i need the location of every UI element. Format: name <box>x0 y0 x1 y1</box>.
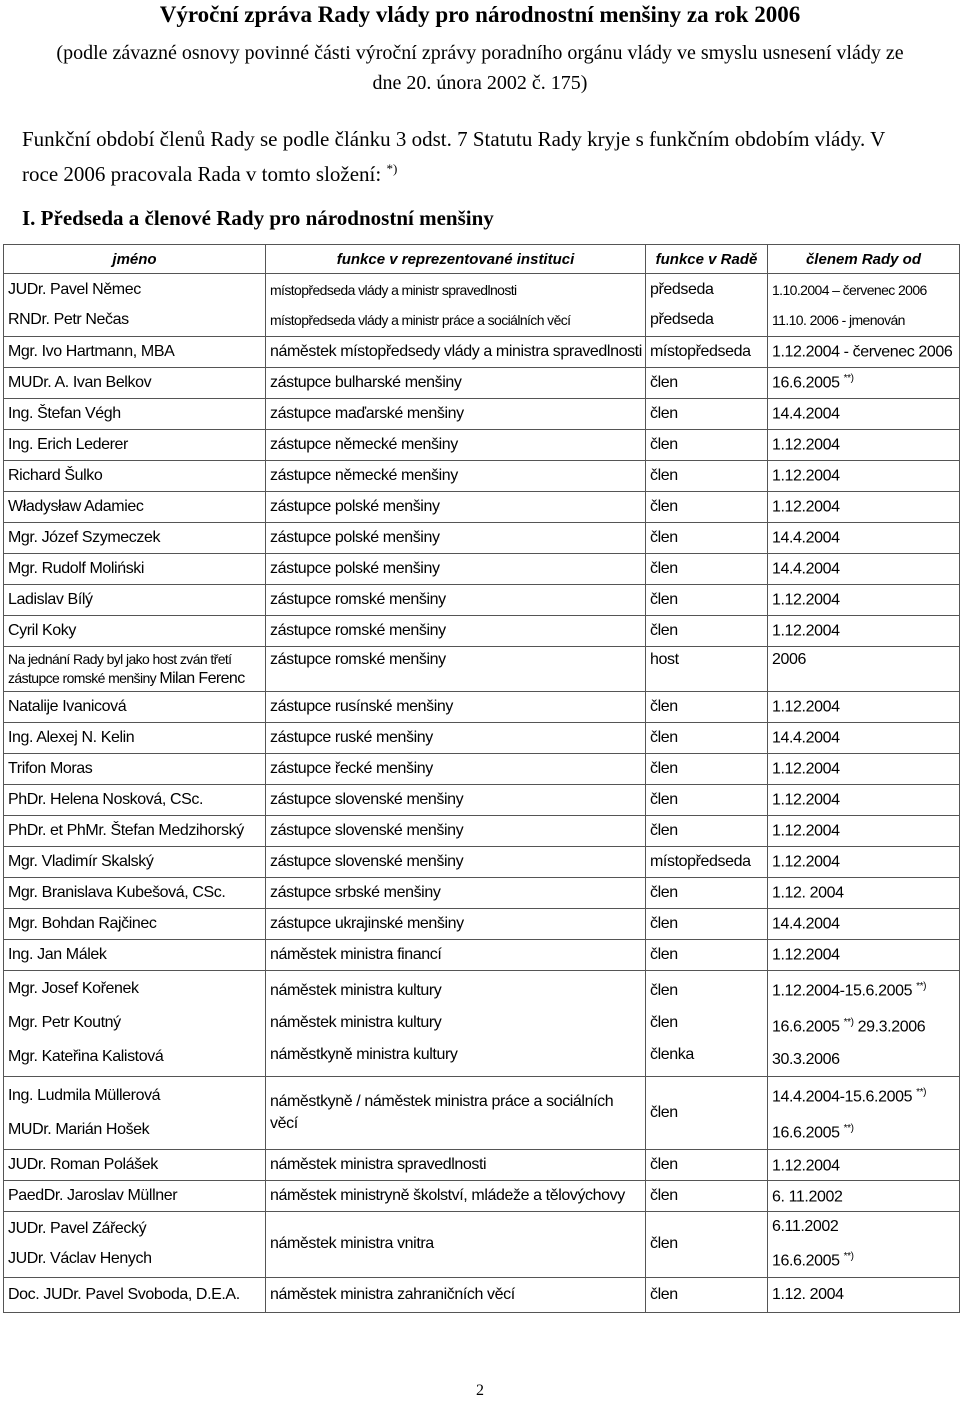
document-title: Výroční zpráva Rady vlády pro národnostní menšiny za rok 2006 <box>159 2 801 27</box>
guest-note-line1: Na jednání Rady byl jako host zván třetí <box>8 651 232 667</box>
table-row-culture <box>4 971 960 1077</box>
table-row <box>4 723 960 754</box>
name-cell: Mgr. Rudolf Moliński <box>4 554 266 585</box>
table-row <box>4 1277 960 1312</box>
table-row <box>4 523 960 554</box>
institution-cell <box>266 274 646 337</box>
since-cell: 1.12.2004 <box>768 785 960 816</box>
institution-cell: zástupce německé menšiny <box>266 461 646 492</box>
name-cell: Natalije Ivanicová <box>4 692 266 723</box>
guest-note-line2 <box>8 669 261 688</box>
institution-cell: zástupce rusínské menšiny <box>266 692 646 723</box>
institution-cell: zástupce ruské menšiny <box>266 723 646 754</box>
name-cell: PaedDr. Jaroslav Müllner <box>4 1181 266 1212</box>
name-cell <box>4 1076 266 1150</box>
since-cell <box>768 1076 960 1150</box>
table-row <box>4 492 960 523</box>
table-row-guest <box>4 647 960 692</box>
institution-cell: zástupce polské menšiny <box>266 554 646 585</box>
table-row <box>4 368 960 399</box>
member-name: RNDr. Petr Nečas <box>8 311 129 328</box>
name-cell: PhDr. et PhMr. Štefan Medzihorský <box>4 816 266 847</box>
role-cell <box>646 971 768 1077</box>
name-cell <box>4 1212 266 1277</box>
role-cell: člen <box>646 523 768 554</box>
name-cell: Richard Šulko <box>4 461 266 492</box>
name-cell: Mgr. Vladimír Skalský <box>4 847 266 878</box>
institution-cell: náměstek místopředsedy vlády a ministra spravedlnosti <box>266 337 646 368</box>
member-name: JUDr. Pavel Zářecký <box>8 1220 147 1238</box>
table-row <box>4 430 960 461</box>
role-cell: člen <box>646 1150 768 1181</box>
table-header-row <box>4 245 960 274</box>
table-row <box>4 1181 960 1212</box>
member-role: člen <box>650 1014 678 1032</box>
institution-cell: zástupce slovenské menšiny <box>266 816 646 847</box>
since-cell: 6. 11.2002 <box>768 1181 960 1212</box>
role-cell: člen <box>646 1277 768 1312</box>
since-cell: 1.12.2004 <box>768 492 960 523</box>
role-cell <box>646 274 768 337</box>
table-row <box>4 585 960 616</box>
member-role: členka <box>650 1046 694 1064</box>
name-cell: Ladislav Bílý <box>4 585 266 616</box>
since-cell: 14.4.2004 <box>768 909 960 940</box>
role-cell: člen <box>646 1212 768 1277</box>
since-cell: 14.4.2004 <box>768 399 960 430</box>
member-since: 16.6.2005 **) <box>772 1122 854 1142</box>
institution-cell: zástupce romské menšiny <box>266 585 646 616</box>
table-row <box>4 816 960 847</box>
header-member-since: členem Rady od <box>768 245 960 274</box>
role-cell: člen <box>646 616 768 647</box>
role-cell: člen <box>646 368 768 399</box>
institution-cell: zástupce slovenské menšiny <box>266 847 646 878</box>
role-cell: člen <box>646 940 768 971</box>
role-cell: místopředseda <box>646 847 768 878</box>
role-cell: člen <box>646 909 768 940</box>
since-cell: 1.12.2004 <box>768 461 960 492</box>
since-cell: 1.12.2004 <box>768 816 960 847</box>
member-since: 1.10.2004 – červenec 2006 <box>772 282 927 298</box>
intro-footnote-marker: *) <box>386 161 398 176</box>
institution-cell: zástupce maďarské menšiny <box>266 399 646 430</box>
name-cell <box>4 971 266 1077</box>
member-institution: náměstek ministra kultury <box>270 1014 442 1032</box>
role-cell: člen <box>646 554 768 585</box>
name-cell: MUDr. A. Ivan Belkov <box>4 368 266 399</box>
name-cell: Ing. Štefan Végh <box>4 399 266 430</box>
name-cell: Mgr. Józef Szymeczek <box>4 523 266 554</box>
document-subtitle: (podle závazné osnovy povinné části výroční zprávy poradního orgánu vlády ve smyslu usnesení vlády ze dne 20. února 2002 č. 175) <box>56 42 904 94</box>
institution-cell: náměstek ministryně školství, mládeže a tělovýchovy <box>266 1181 646 1212</box>
name-cell: Ing. Erich Lederer <box>4 430 266 461</box>
member-institution: místopředseda vlády a ministr práce a sociálních věcí <box>270 312 571 328</box>
name-cell: Ing. Alexej N. Kelin <box>4 723 266 754</box>
since-cell: 1.12. 2004 <box>768 878 960 909</box>
institution-cell: zástupce romské menšiny <box>266 616 646 647</box>
since-cell: 2006 <box>768 647 960 692</box>
table-row <box>4 878 960 909</box>
member-since: 11.10. 2006 - jmenován <box>772 312 905 328</box>
member-since: 14.4.2004-15.6.2005 **) <box>772 1086 927 1105</box>
since-cell: 1.12.2004 <box>768 940 960 971</box>
institution-cell: náměstek ministra zahraničních věcí <box>266 1277 646 1312</box>
member-institution: místopředseda vlády a ministr spravedlnosti <box>270 282 517 298</box>
name-cell: Doc. JUDr. Pavel Svoboda, D.E.A. <box>4 1277 266 1312</box>
since-cell: 1.12.2004 <box>768 430 960 461</box>
member-role: předseda <box>650 281 714 298</box>
since-cell: 14.4.2004 <box>768 554 960 585</box>
since-cell: 1.12.2004 <box>768 616 960 647</box>
member-role: předseda <box>650 311 714 328</box>
since-cell: 1.12.2004 - červenec 2006 <box>768 337 960 368</box>
member-name: MUDr. Marián Hošek <box>8 1120 150 1138</box>
role-cell: člen <box>646 754 768 785</box>
since-cell: 14.4.2004 <box>768 523 960 554</box>
member-institution: náměstek ministra kultury <box>270 982 442 1000</box>
table-row <box>4 616 960 647</box>
since-cell: 1.12.2004 <box>768 1150 960 1181</box>
since-cell <box>768 274 960 337</box>
name-cell: Władysław Adamiec <box>4 492 266 523</box>
since-cell: 1.12. 2004 <box>768 1277 960 1312</box>
member-name: Mgr. Josef Kořenek <box>8 980 139 998</box>
name-cell <box>4 274 266 337</box>
institution-cell: zástupce bulharské menšiny <box>266 368 646 399</box>
member-since: 16.6.2005 **) <box>772 1251 854 1270</box>
table-row <box>4 785 960 816</box>
table-row <box>4 399 960 430</box>
role-cell: člen <box>646 723 768 754</box>
institution-cell: zástupce ukrajinské menšiny <box>266 909 646 940</box>
role-cell: člen <box>646 878 768 909</box>
table-row <box>4 337 960 368</box>
institution-cell: náměstek ministra financí <box>266 940 646 971</box>
name-cell: JUDr. Roman Polášek <box>4 1150 266 1181</box>
role-cell: člen <box>646 461 768 492</box>
table-row-interior <box>4 1212 960 1277</box>
member-name: JUDr. Václav Henych <box>8 1250 152 1268</box>
role-cell: člen <box>646 785 768 816</box>
name-cell: Mgr. Bohdan Rajčinec <box>4 909 266 940</box>
intro-paragraph <box>22 124 922 189</box>
since-cell <box>768 1212 960 1277</box>
role-cell: člen <box>646 692 768 723</box>
name-cell: PhDr. Helena Nosková, CSc. <box>4 785 266 816</box>
page-number: 2 <box>476 1382 484 1399</box>
header-name: jméno <box>4 245 266 274</box>
name-cell: Trifon Moras <box>4 754 266 785</box>
role-cell: člen <box>646 585 768 616</box>
member-name: Ing. Ludmila Müllerová <box>8 1086 161 1104</box>
intro-text: Funkční období členů Rady se podle článku 3 odst. 7 Statutu Rady kryje s funkčním obdobím vlády. V roce 2006 pracovala Rada v tomto složení: <box>22 127 885 186</box>
table-row <box>4 554 960 585</box>
name-cell <box>4 647 266 692</box>
institution-cell: náměstek ministra spravedlnosti <box>266 1150 646 1181</box>
section-heading: I. Předseda a členové Rady pro národnostní menšiny <box>22 206 494 230</box>
role-cell: místopředseda <box>646 337 768 368</box>
table-row <box>4 461 960 492</box>
table-row <box>4 909 960 940</box>
member-institution: náměstkyně ministra kultury <box>270 1046 458 1064</box>
role-cell: host <box>646 647 768 692</box>
institution-cell <box>266 971 646 1077</box>
institution-cell: zástupce německé menšiny <box>266 430 646 461</box>
role-cell: člen <box>646 1181 768 1212</box>
since-cell <box>768 971 960 1077</box>
since-cell: 1.12.2004 <box>768 847 960 878</box>
institution-cell: náměstkyně / náměstek ministra práce a sociálních věcí <box>266 1076 646 1150</box>
table-row <box>4 1150 960 1181</box>
member-role: člen <box>650 982 678 1000</box>
institution-cell: náměstek ministra vnitra <box>266 1212 646 1277</box>
member-name: JUDr. Pavel Němec <box>8 281 141 298</box>
member-since: 30.3.2006 <box>772 1050 840 1068</box>
role-cell: člen <box>646 430 768 461</box>
institution-cell: zástupce srbské menšiny <box>266 878 646 909</box>
role-cell: člen <box>646 399 768 430</box>
institution-cell: zástupce polské menšiny <box>266 523 646 554</box>
name-cell: Mgr. Branislava Kubešová, CSc. <box>4 878 266 909</box>
role-cell: člen <box>646 1076 768 1150</box>
institution-cell: zástupce slovenské menšiny <box>266 785 646 816</box>
table-row-labour <box>4 1076 960 1150</box>
institution-cell: zástupce polské menšiny <box>266 492 646 523</box>
table-row <box>4 940 960 971</box>
guest-note-text: zástupce romské menšiny <box>8 670 157 686</box>
role-cell: člen <box>646 492 768 523</box>
member-name: Mgr. Kateřina Kalistová <box>8 1048 164 1066</box>
member-name: Mgr. Petr Koutný <box>8 1014 121 1032</box>
member-since: 6.11.2002 <box>772 1218 839 1236</box>
name-cell: Mgr. Ivo Hartmann, MBA <box>4 337 266 368</box>
member-since: 1.12.2004-15.6.2005 **) <box>772 981 927 1000</box>
institution-cell: zástupce řecké menšiny <box>266 754 646 785</box>
table-row-chairs <box>4 274 960 337</box>
table-row <box>4 692 960 723</box>
since-cell: 16.6.2005 **) <box>768 368 960 399</box>
since-cell: 14.4.2004 <box>768 723 960 754</box>
since-cell: 1.12.2004 <box>768 692 960 723</box>
name-cell: Ing. Jan Málek <box>4 940 266 971</box>
table-row <box>4 847 960 878</box>
institution-cell: zástupce romské menšiny <box>266 647 646 692</box>
since-cell: 1.12.2004 <box>768 585 960 616</box>
header-function-institution: funkce v reprezentované instituci <box>266 245 646 274</box>
since-cell: 1.12.2004 <box>768 754 960 785</box>
table-row <box>4 754 960 785</box>
guest-name: Milan Ferenc <box>159 670 245 687</box>
name-cell: Cyril Koky <box>4 616 266 647</box>
council-members-table <box>3 244 960 1313</box>
member-since: 16.6.2005 **) 29.3.2006 <box>772 1017 926 1036</box>
role-cell: člen <box>646 816 768 847</box>
header-function-council: funkce v Radě <box>646 245 768 274</box>
